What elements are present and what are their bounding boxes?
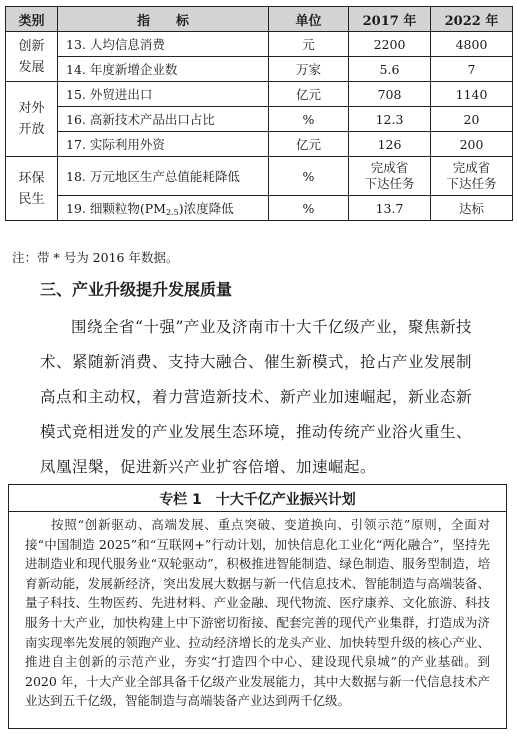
box-title: 专栏 1 十大千亿产业振兴计划 [159, 492, 356, 508]
header-indicator: 指 标 [58, 7, 269, 32]
table-row [6, 157, 513, 196]
unit-cell: 亿元 [269, 132, 349, 157]
unit-cell: 亿元 [269, 82, 349, 107]
category-cell [6, 82, 58, 157]
indicator-cell: 15. 外贸进出口 [58, 82, 269, 107]
value-2022-cell: 1140 [431, 82, 513, 107]
indicator-text: )浓度降低 [178, 201, 234, 216]
sidebar-box [8, 484, 507, 729]
value-2022-cell: 20 [431, 107, 513, 132]
indicator-cell: 16. 高新技术产品出口占比 [58, 107, 269, 132]
value-2017-cell: 126 [349, 132, 431, 157]
value-line: 完成省 [452, 160, 491, 175]
unit-cell: 万家 [269, 57, 349, 82]
table-header-row [6, 7, 513, 32]
table-row [6, 57, 513, 82]
category-line: 开放 [18, 122, 45, 137]
table-row [6, 32, 513, 57]
category-line: 创新 [18, 38, 45, 54]
value-2017-cell: 12.3 [349, 107, 431, 132]
indicator-table [5, 6, 513, 221]
indicator-text: 19. 细颗粒物(PM [66, 201, 166, 216]
category-cell [6, 32, 58, 82]
unit-cell: % [269, 107, 349, 132]
header-category: 类别 [6, 7, 58, 32]
header-2017: 2017 年 [349, 7, 431, 32]
subscript: 2.5 [165, 208, 179, 217]
category-line: 民生 [18, 191, 45, 207]
indicator-cell [58, 196, 269, 221]
box-divider [9, 511, 506, 512]
value-2022-cell: 达标 [431, 196, 513, 221]
value-2017-cell: 708 [349, 82, 431, 107]
indicator-cell: 13. 人均信息消费 [58, 32, 269, 57]
table-row [6, 82, 513, 107]
value-2022-cell [431, 157, 513, 196]
table-row [6, 107, 513, 132]
table-row [6, 132, 513, 157]
value-2022-cell: 7 [431, 57, 513, 82]
unit-cell: 元 [269, 32, 349, 57]
value-2022-cell: 200 [431, 132, 513, 157]
header-2022: 2022 年 [431, 7, 513, 32]
section-heading: 三、产业升级提升发展质量 [40, 280, 233, 299]
value-2017-cell: 5.6 [349, 57, 431, 82]
indicator-cell: 17. 实际利用外资 [58, 132, 269, 157]
value-2017-cell: 13.7 [349, 196, 431, 221]
value-line: 下达任务 [364, 176, 415, 191]
category-cell [6, 157, 58, 221]
category-line: 发展 [18, 59, 45, 75]
value-2017-cell [349, 157, 431, 196]
value-2022-cell: 4800 [431, 32, 513, 57]
unit-cell: % [269, 196, 349, 221]
indicator-cell: 14. 年度新增企业数 [58, 57, 269, 82]
indicator-cell: 18. 万元地区生产总值能耗降低 [58, 157, 269, 196]
header-unit: 单位 [269, 7, 349, 32]
category-line: 对外 [18, 101, 45, 116]
section-paragraph: 围绕全省“十强”产业及济南市十大千亿级产业，聚焦新技术、紧随新消费、支持大融合、催生新模式，抢占产业发展制高点和主动权，着力营造新技术、新产业加速崛起，新业态新模式竞相迸发的产业发展生态环境，推动传统产业浴火重生、凤凰涅槃，促进新兴产业扩容倍增、加速崛起。 [40, 318, 473, 476]
category-line: 环保 [18, 170, 45, 186]
value-2017-cell: 2200 [349, 32, 431, 57]
table-row [6, 196, 513, 221]
value-line: 下达任务 [446, 176, 497, 191]
table-note: 注：带 * 号为 2016 年数据。 [12, 250, 179, 265]
value-line: 完成省 [370, 160, 409, 175]
unit-cell: % [269, 157, 349, 196]
box-text: 按照“创新驱动、高端发展、重点突破、变道换向、引领示范”原则，全面对接“中国制造 2025”和“互联网+”行动计划，加快信息化工业化“两化融合”，坚持先进制造业和现代服务业“双轮驱动”，积极推进智能制造、绿色制造、服务型制造，培育新动能，发展新经济，突出发展大数据与新一代信息技术、智能制造与高端装备、量子科技、生物医药、先进材料、产业金融、现代物流、医疗康养、文化旅游、科技服务十大产业，加快构建上中下游密切衔接、配套完善的现代产业集群，打造成为济南实现率先发展的领跑产业、拉动经济增长的龙头产业、加快转型升级的核心产业、推进自主创新的示范产业，夯实“打造四个中心、建设现代泉城”的产业基础。到 2020 年，十大产业全部具备千亿级产业发展能力，其中大数据与新一代信息技术产业达到五千亿级，智能制造与高端装备产业达到两千亿级。 [25, 517, 490, 709]
